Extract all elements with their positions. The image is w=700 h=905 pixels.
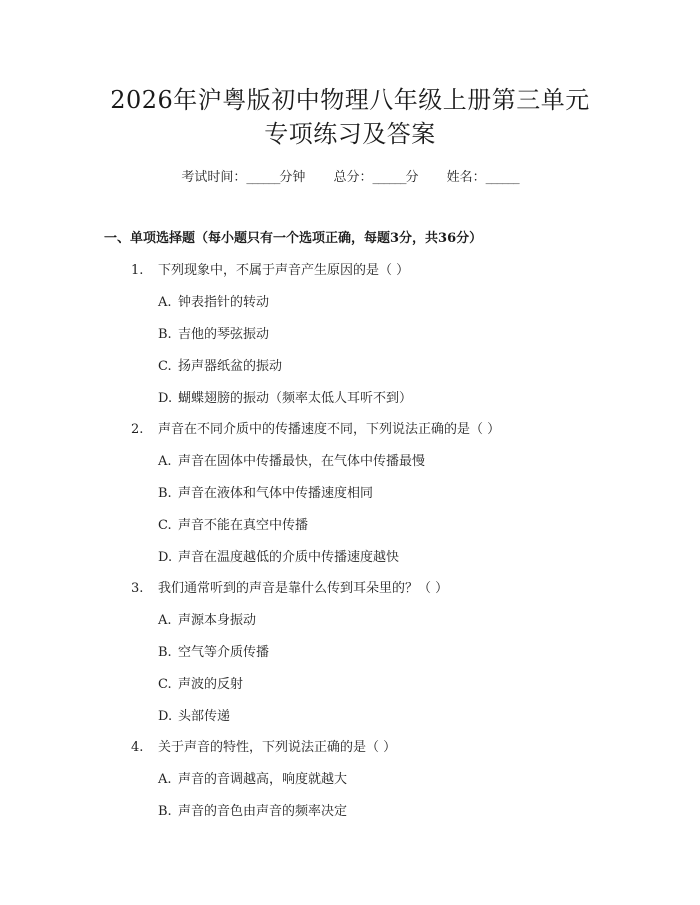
option-letter: C.: [158, 677, 172, 692]
option-letter: A.: [158, 295, 172, 310]
option-text: 头部传递: [178, 709, 231, 724]
option-text: 声音的音调越高，响度就越大: [178, 772, 348, 787]
question-3-option-a: [158, 611, 256, 631]
option-letter: D.: [158, 391, 173, 406]
question-2-option-d: [158, 548, 399, 568]
question-text: 声音在不同介质中的传播速度不同，下列说法正确的是（ ）: [158, 422, 501, 437]
option-text: 蝴蝶翅膀的振动（频率太低人耳听不到）: [178, 391, 413, 406]
question-2-option-b: [158, 484, 373, 504]
option-text: 声波的反射: [178, 677, 244, 692]
question-number: 2.: [131, 422, 144, 437]
option-letter: B.: [158, 645, 172, 660]
option-letter: A.: [158, 772, 172, 787]
exam-time-blank: ______: [246, 170, 280, 185]
option-text: 空气等介质传播: [178, 645, 270, 660]
exam-time-field: [181, 170, 305, 185]
option-text: 声音不能在真空中传播: [178, 518, 309, 533]
question-2-option-c: [158, 516, 308, 536]
student-name-field: [447, 170, 519, 185]
option-letter: B.: [158, 486, 172, 501]
option-text: 声音在固体中传播最快，在气体中传播最慢: [178, 454, 426, 469]
section-heading: 一、单项选择题（每小题只有一个选项正确，每题3分，共36分）: [104, 231, 483, 246]
option-letter: C.: [158, 518, 172, 533]
question-3: [131, 579, 448, 599]
total-score-label: 总分：: [333, 170, 373, 185]
option-letter: C.: [158, 359, 172, 374]
question-2-option-a: [158, 452, 425, 472]
total-score-unit: 分: [405, 170, 419, 185]
question-number: 3.: [131, 581, 144, 596]
total-score-blank: ______: [372, 170, 406, 185]
option-letter: A.: [158, 454, 172, 469]
question-1-option-b: [158, 325, 269, 345]
student-name-label: 姓名：: [446, 170, 486, 185]
document-title-line1: 2026年沪粤版初中物理八年级上册第三单元: [110, 86, 590, 114]
option-text: 扬声器纸盆的振动: [178, 359, 283, 374]
option-text: 声音在温度越低的介质中传播速度越快: [178, 550, 400, 565]
question-3-option-b: [158, 643, 269, 663]
question-number: 1.: [131, 263, 144, 278]
question-1: [131, 261, 409, 281]
question-text: 下列现象中，不属于声音产生原因的是（ ）: [158, 263, 410, 278]
question-4-option-a: [158, 770, 347, 790]
exam-time-unit: 分钟: [279, 170, 306, 185]
student-name-blank: ______: [485, 170, 519, 185]
total-score-field: [333, 170, 418, 185]
document-title-line2: 专项练习及答案: [264, 120, 436, 148]
option-text: 声音的音色由声音的频率决定: [178, 804, 348, 819]
option-letter: B.: [158, 327, 172, 342]
question-1-option-c: [158, 357, 282, 377]
exam-time-label: 考试时间：: [181, 170, 247, 185]
question-text: 关于声音的特性，下列说法正确的是（ ）: [158, 740, 397, 755]
question-number: 4.: [131, 740, 144, 755]
option-text: 钟表指针的转动: [178, 295, 270, 310]
question-2: [131, 420, 500, 440]
question-4-option-b: [158, 802, 347, 822]
question-3-option-c: [158, 675, 243, 695]
question-1-option-d: [158, 389, 412, 409]
option-text: 声源本身振动: [178, 613, 257, 628]
option-letter: B.: [158, 804, 172, 819]
option-letter: A.: [158, 613, 172, 628]
option-letter: D.: [158, 550, 173, 565]
option-letter: D.: [158, 709, 173, 724]
question-3-option-d: [158, 707, 230, 727]
question-4: [131, 738, 396, 758]
exam-info-line: [0, 168, 700, 188]
option-text: 吉他的琴弦振动: [178, 327, 270, 342]
question-1-option-a: [158, 293, 269, 313]
option-text: 声音在液体和气体中传播速度相同: [178, 486, 374, 501]
question-text: 我们通常听到的声音是靠什么传到耳朵里的？（ ）: [158, 581, 449, 596]
